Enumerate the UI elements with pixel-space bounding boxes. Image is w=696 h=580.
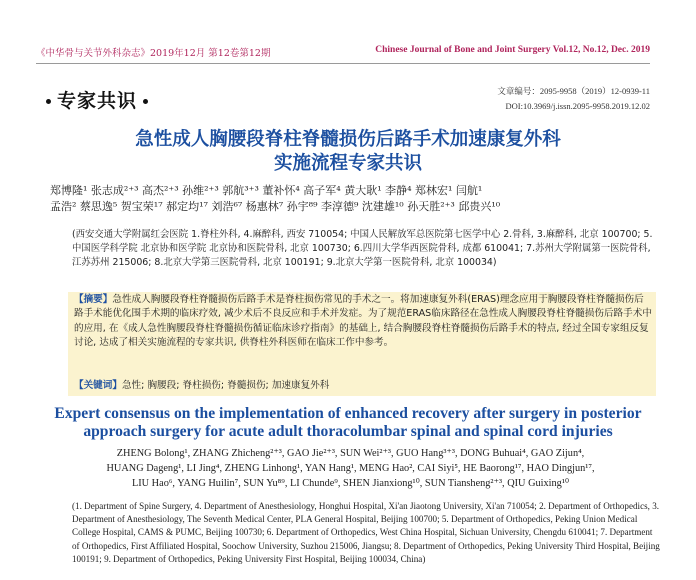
section-label-text: 专家共识 <box>57 90 138 112</box>
authors-cn-line1: 郑博隆¹ 张志成²⁺³ 高杰²⁺³ 孙维²⁺³ 郭航³⁺³ 董补怀⁴ 高子军⁴ 黄大耿¹ 李静⁴ 郑林宏¹ 闫航¹ <box>50 184 483 197</box>
keywords-label: 【关键词】 <box>74 380 122 391</box>
affiliations-en: (1. Department of Spine Surgery, 4. Department of Anesthesiology, Honghui Hospital, Xi'an Jiaotong University, Xi'an 710054; 2. Department of Orthopedics, 3. Department of Anesthesiology, The Seventh Medical Center, PLA General Hospital, Beijing 100700; 5. Department of Orthopedics, Peking Union Medical College Hospital, CAMS & PUMC, Beijing 100730; 6. Department of Orthopedics, West China Hospital, Sichuan University, Chengdu 610041; 7. Department of Orthopedics, First Affiliated Hospital, Soochow University, Suzhou 215006, Jiangsu; 8. Department of Orthopedics, Peking University Third Hospital, Beijing 100191; 9. Department of Orthopedics, Peking University First Hospital, Beijing 100034, China) <box>72 501 660 564</box>
authors-en-line1: ZHENG Bolong¹, ZHANG Zhicheng²⁺³, GAO Jie²⁺³, SUN Wei²⁺³, GUO Hang³⁺³, DONG Buhuai⁴, GAO Zijun⁴, <box>116 448 585 459</box>
authors-en-line3: LIU Hao⁶, YANG Huilin⁷, SUN Yu⁸⁹, LI Chunde⁹, SHEN Jianxiong¹⁰, SUN Tiansheng²⁺³, QIU Guixing¹⁰ <box>131 478 570 489</box>
header-divider <box>36 63 650 64</box>
title-en-line1: Expert consensus on the implementation of enhanced recovery after surgery in posterior <box>54 405 642 422</box>
title-cn-line1: 急性成人胸腰段脊柱脊髓损伤后路手术加速康复外科 <box>135 129 561 150</box>
keywords-text: 急性; 胸腰段; 脊柱损伤; 脊髓损伤; 加速康复外科 <box>121 380 330 391</box>
bullet-icon <box>46 99 51 104</box>
title-en <box>40 405 656 441</box>
keywords <box>74 379 652 393</box>
affiliations-cn: (西安交通大学附属红会医院 1.脊柱外科, 4.麻醉科, 西安 710054; 中国人民解放军总医院第七医学中心 2.骨科, 3.麻醉科, 北京 100700; 5.中国医学科学院 北京协和医学院 北京协和医院骨科, 北京 100730; 6.四川大学华西医院骨科, 成都 610041; 7.苏州大学附属第一医院骨科, 江苏苏州 215006; 8.北京大学第三医院骨科, 北京 100191; 9.北京大学第一医院骨科, 北京 100034) <box>72 229 653 268</box>
doi: DOI:10.3969/j.issn.2095-9958.2019.12.02 <box>505 101 650 111</box>
abstract <box>74 293 652 350</box>
abstract-text: 急性成人胸腰段脊柱脊髓损伤后路手术是脊柱损伤常见的手术之一。将加速康复外科(ERAS)理念应用于胸腰段脊柱脊髓损伤后路手术能优化围手术期的临床疗效, 减少术后不良反应和手术并发症。为了规范ERAS临床路径在急性成人胸腰段脊柱脊髓损伤后路手术中的应用, 在《成人急性胸腰段脊柱脊髓损伤循证临床诊疗指南》的基础上, 结合胸腰段脊柱脊髓损伤后路手术的特点, 经过全国专家组反复讨论, 达成了相关实施流程的专家共识, 供脊柱外科医师在临床工作中参考。 <box>74 294 652 348</box>
article-number: 文章编号：2095-9958（2019）12-0939-11 <box>497 86 650 96</box>
journal-header-cn: 《中华骨与关节外科杂志》2019年12月 第12卷第12期 <box>36 48 271 59</box>
authors-en-line2: HUANG Dageng¹, LI Jing⁴, ZHENG Linhong¹, YAN Hang¹, MENG Hao², CAI Siyi⁵, HE Baorong¹⁷, HAO Dingjun¹⁷, <box>106 463 595 474</box>
authors-cn-line2: 孟浩² 蔡思逸⁵ 贺宝荣¹⁷ 郝定均¹⁷ 刘浩⁶⁷ 杨惠林⁷ 孙宇⁸⁹ 李淳德⁹ 沈建雄¹⁰ 孙天胜²⁺³ 邱贵兴¹⁰ <box>50 200 501 213</box>
bullet-icon <box>143 99 148 104</box>
title-en-line2: approach surgery for acute adult thoracolumbar spinal and spinal cord injuries <box>83 423 613 440</box>
authors-cn <box>50 183 656 215</box>
journal-header-en: Chinese Journal of Bone and Joint Surgery Vol.12, No.12, Dec. 2019 <box>375 45 650 55</box>
title-cn-line2: 实施流程专家共识 <box>273 153 422 174</box>
abstract-label: 【摘要】 <box>74 294 113 305</box>
authors-en <box>60 446 641 491</box>
section-label <box>40 86 154 113</box>
